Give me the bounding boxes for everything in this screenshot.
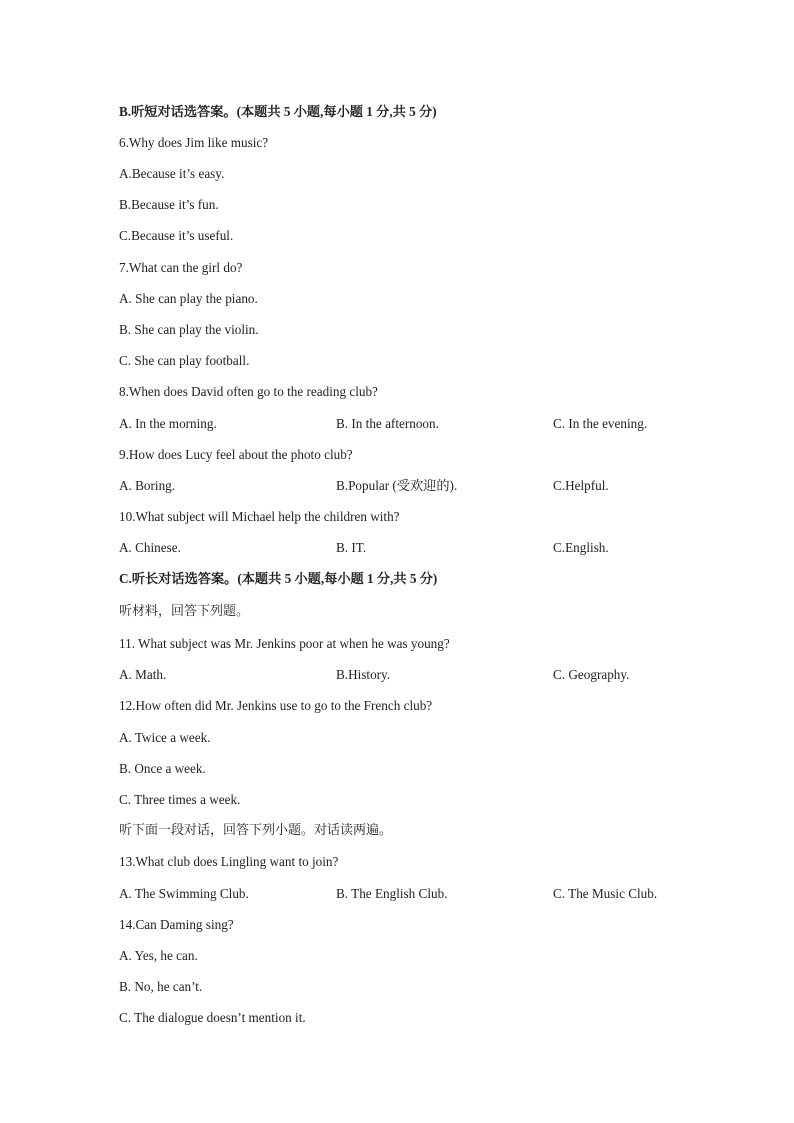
question-14-option-b: B. No, he can’t.	[119, 979, 203, 994]
question-7-option-c: C. She can play football.	[119, 353, 250, 368]
question-9-option-c: C.Helpful.	[553, 478, 609, 493]
question-7-stem: 7.What can the girl do?	[119, 260, 243, 275]
question-14-stem: 14.Can Daming sing?	[119, 917, 234, 932]
section-c-intro-1: 听材料，回答下列题。	[119, 604, 250, 619]
question-8-option-b: B. In the afternoon.	[336, 416, 439, 431]
question-7-option-b: B. She can play the violin.	[119, 322, 259, 337]
question-8-option-a: A. In the morning.	[119, 416, 217, 431]
section-b-title: B.听短对话选答案。(本题共 5 小题,每小题 1 分,共 5 分)	[119, 104, 437, 119]
question-6-option-b: B.Because it’s fun.	[119, 197, 219, 212]
question-8-option-c: C. In the evening.	[553, 416, 648, 431]
question-10-option-c: C.English.	[553, 540, 609, 555]
question-10-stem: 10.What subject will Michael help the children with?	[119, 509, 400, 524]
question-9-option-a: A. Boring.	[119, 478, 176, 493]
question-6-stem: 6.Why does Jim like music?	[119, 135, 269, 150]
question-6-option-c: C.Because it’s useful.	[119, 228, 234, 243]
question-13-option-b: B. The English Club.	[336, 886, 448, 901]
question-11-option-a: A. Math.	[119, 667, 167, 682]
question-12-option-c: C. Three times a week.	[119, 792, 241, 807]
question-9-option-b: B.Popular (受欢迎的).	[336, 478, 458, 493]
section-c-intro-2: 听下面一段对话，回答下列小题。对话读两遍。	[119, 823, 393, 838]
question-12-stem: 12.How often did Mr. Jenkins use to go to the French club?	[119, 698, 433, 713]
question-8-stem: 8.When does David often go to the reading club?	[119, 384, 378, 399]
question-13-option-a: A. The Swimming Club.	[119, 886, 249, 901]
question-13-option-c: C. The Music Club.	[553, 886, 658, 901]
question-11-option-c: C. Geography.	[553, 667, 630, 682]
question-14-option-c: C. The dialogue doesn’t mention it.	[119, 1010, 306, 1025]
question-11-stem: 11. What subject was Mr. Jenkins poor at when he was young?	[119, 636, 450, 651]
question-9-stem: 9.How does Lucy feel about the photo club?	[119, 447, 353, 462]
section-c-title: C.听长对话选答案。(本题共 5 小题,每小题 1 分,共 5 分)	[119, 571, 438, 586]
question-6-option-a: A.Because it’s easy.	[119, 166, 225, 181]
question-14-option-a: A. Yes, he can.	[119, 948, 198, 963]
question-10-option-a: A. Chinese.	[119, 540, 181, 555]
question-12-option-a: A. Twice a week.	[119, 730, 211, 745]
question-10-option-b: B. IT.	[336, 540, 367, 555]
question-12-option-b: B. Once a week.	[119, 761, 206, 776]
question-7-option-a: A. She can play the piano.	[119, 291, 258, 306]
question-13-stem: 13.What club does Lingling want to join?	[119, 854, 339, 869]
question-11-option-b: B.History.	[336, 667, 391, 682]
